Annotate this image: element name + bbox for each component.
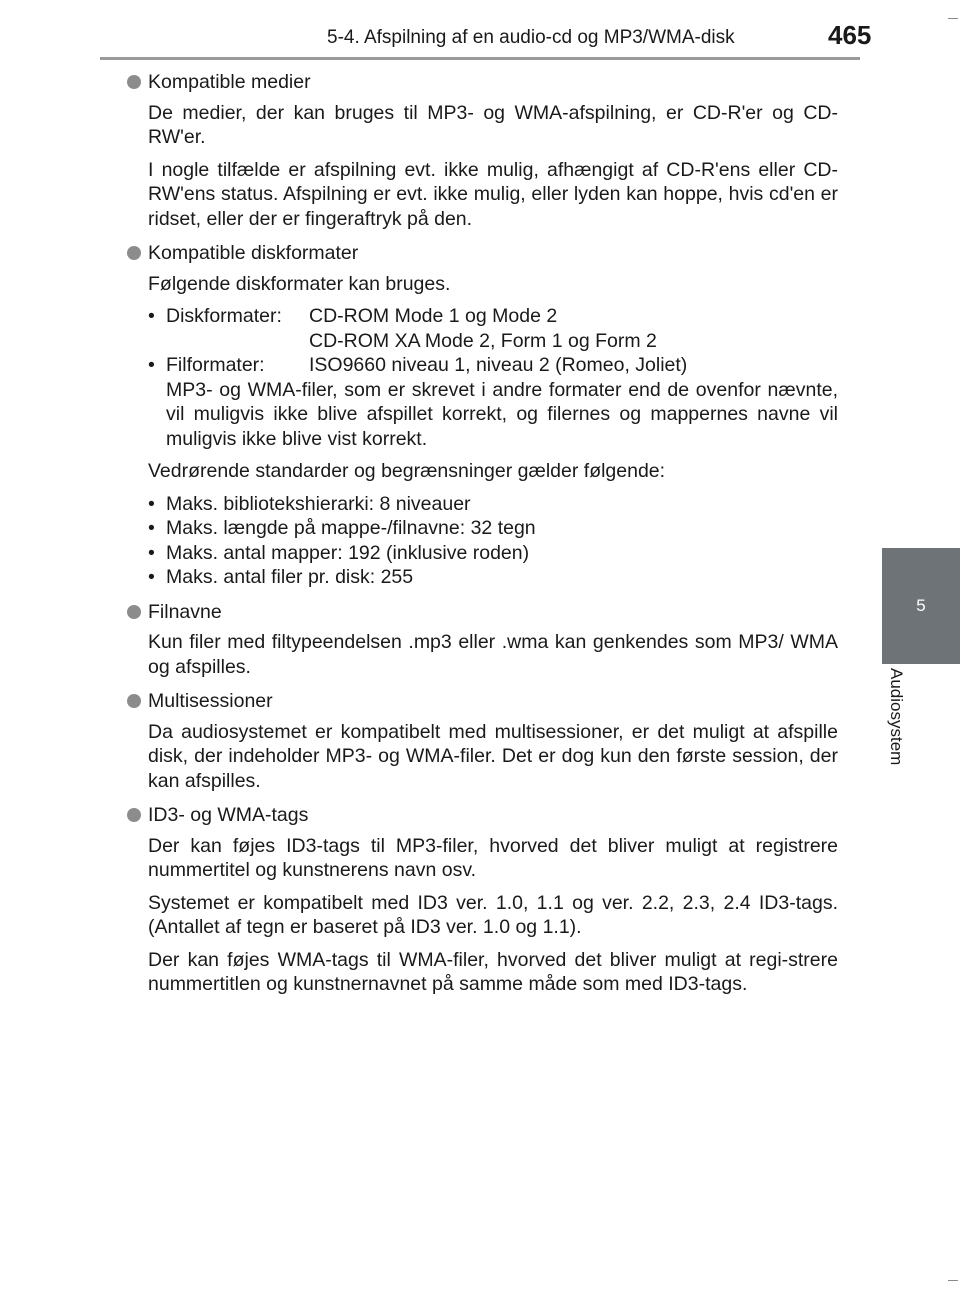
section-heading: Kompatible diskformater (127, 241, 838, 266)
paragraph: Vedrørende standarder og begrænsninger gælder følgende: (148, 460, 666, 482)
list-item: • Maks. længde på mappe-/filnavne: 32 tegn (148, 516, 838, 541)
paragraph: I nogle tilfælde er afspilning evt. ikke mulig, afhængigt af CD-R'ens eller CD-RW'ens status. Afspilning er evt. ikke mulig, eller lyden kan hoppe, hvis cd'en er ridset, eller der er fingeraftryk på den. (148, 158, 838, 230)
list-item: • Maks. antal filer pr. disk: 255 (148, 565, 838, 590)
section-heading: Kompatible medier (127, 70, 838, 95)
paragraph: Følgende diskformater kan bruges. (148, 272, 451, 295)
section-heading: ID3- og WMA-tags (127, 803, 838, 828)
paragraph: Kun filer med filtypeendelsen .mp3 eller .wma kan genkendes som MP3/ WMA og afspilles. (148, 631, 838, 678)
section-heading: Filnavne (127, 600, 838, 625)
list-item: • Maks. bibliotekshierarki: 8 niveauer (148, 492, 838, 517)
paragraph: Systemet er kompatibelt med ID3 ver. 1.0, 1.1 og ver. 2.2, 2.3, 2.4 ID3-tags. (Antallet af tegn er baseret på ID3 ver. 1.0 og 1.1). (148, 891, 838, 938)
format-list (127, 304, 838, 451)
paragraph: De medier, der kan bruges til MP3- og WMA-afspilning, er CD-R'er og CD-RW'er. (148, 101, 838, 148)
format-note: MP3- og WMA-filer, som er skrevet i andre formater end de ovenfor nævnte, vil muligvis ikke blive afspillet korrekt, og filernes og mappernes navne vil muligvis ikke blive vist korrekt. (166, 378, 838, 450)
chapter-label-text: Audiosystem (887, 668, 906, 766)
definition-term: • Diskformater: (166, 305, 282, 327)
definition-term: • Filformater: (166, 354, 265, 376)
paragraph: Da audiosystemet er kompatibelt med multisessioner, er det muligt at afspille disk, der indeholder MP3- og WMA-filer. Det er dog kun den første session, der kan afspilles. (148, 720, 838, 792)
section-title: 5-4. Afspilning af en audio-cd og MP3/WMA-disk (327, 27, 735, 48)
section-id3-wma-tags (127, 803, 838, 997)
definition-value: ISO9660 niveau 1, niveau 2 (Romeo, Joliet) (309, 354, 688, 376)
page-content (127, 70, 838, 1007)
section-file-names (127, 600, 838, 680)
chapter-label (880, 668, 920, 788)
page-number: 465 (828, 20, 872, 50)
header-rule (100, 57, 860, 60)
definition-value: CD-ROM XA Mode 2, Form 1 og Form 2 (309, 329, 657, 352)
chapter-tab (882, 548, 960, 664)
chapter-number: 5 (916, 596, 926, 615)
definition-value: CD-ROM Mode 1 og Mode 2 (309, 305, 558, 327)
crop-mark-top-right (948, 18, 958, 19)
paragraph: Der kan føjes WMA-tags til WMA-filer, hvorved det bliver muligt at regi-strere nummertitlen og kunstnernavnet på samme måde som med ID3-tags. (148, 948, 838, 995)
section-compatible-media (127, 70, 838, 231)
section-disc-formats (127, 241, 838, 590)
crop-mark-bottom-right (948, 1280, 958, 1281)
section-multisessions (127, 689, 838, 793)
paragraph: Der kan føjes ID3-tags til MP3-filer, hvorved det bliver muligt at registrere nummertitel og kunstnerens navn osv. (148, 834, 838, 881)
section-heading: Multisessioner (127, 689, 838, 714)
list-item: • Maks. antal mapper: 192 (inklusive roden) (148, 541, 838, 566)
list-item (148, 304, 838, 353)
list-item (148, 353, 838, 451)
limits-list (127, 492, 838, 590)
page-header (0, 0, 960, 62)
